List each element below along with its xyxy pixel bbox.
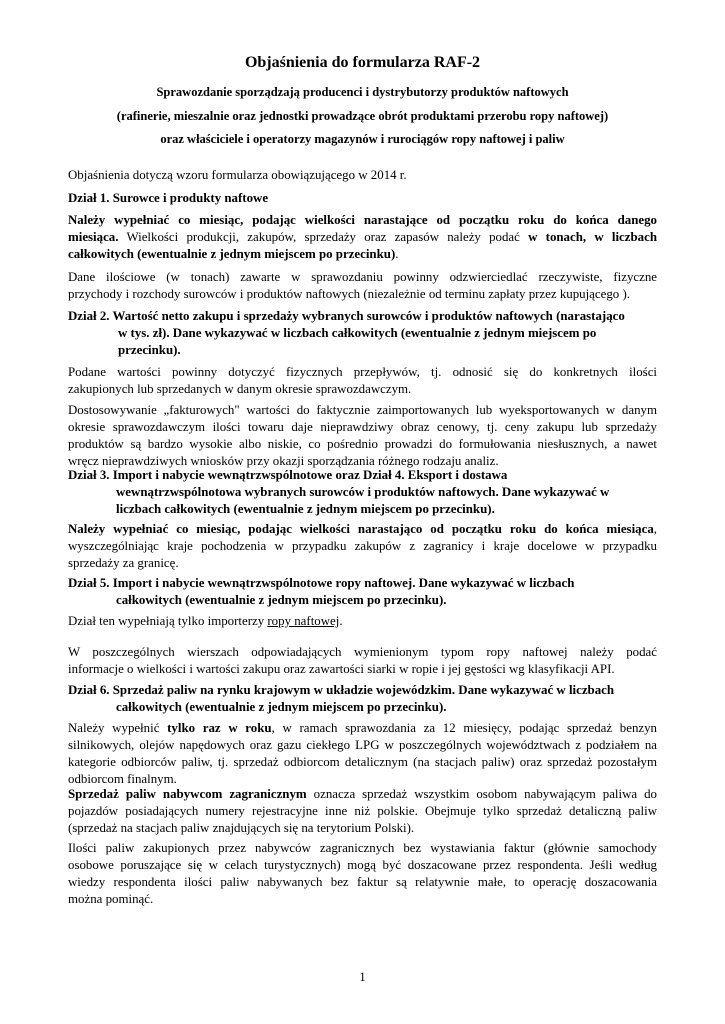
section-5-paragraph-1 bbox=[68, 613, 657, 630]
subtitle-line-2: (rafinerie, mieszalnie oraz jednostki prowadzące obrót produktami przerobu ropy naftowej) bbox=[116, 109, 609, 123]
section-2-heading-line-1: Dział 2. Wartość netto zakupu i sprzedaży wybranych surowców i produktów naftowych (narastająco bbox=[68, 309, 625, 323]
section-6-p3-line-3: wiedzy respondenta ilości paliw nabywanych bez faktur są relatywnie małe, to operację doszacowania bbox=[68, 875, 657, 889]
section-1-p1-bold-b: miesiąca. bbox=[68, 230, 119, 244]
section-6-p1-line-4: odbiorcom finalnym. bbox=[68, 772, 177, 786]
section-6-p3-line-2: osobowe poruszające się w celach turystycznych) mogą być doszacowane przez respondenta. Jeśli według bbox=[68, 858, 657, 872]
section-3-4-p1-line-2: wyszczególniając kraje pochodzenia w przypadku zakupów z zagranicy i kraje docelowe w przypadku bbox=[68, 539, 657, 553]
section-2-heading-line-3: przecinku). bbox=[118, 343, 181, 357]
section-2-p2-line-3: produktów są bardzo wysokie albo niskie, co pośrednio prowadzi do formułowania niesłusznych, a nawet bbox=[68, 437, 657, 451]
section-6-heading-line-2: całkowitych (ewentualnie z jednym miejscem po przecinku). bbox=[116, 700, 447, 714]
intro-text: Objaśnienia dotyczą wzoru formularza obowiązującego w 2014 r. bbox=[68, 168, 407, 182]
section-5-p2-line-2: informacje o wielkości i wartości zakupu oraz zawartości siarki w ropie i jej gęstości wg klasyfikacji API. bbox=[68, 662, 615, 676]
section-6-p1-line-2: silnikowych, olejów napędowych oraz gazu ciekłego LPG w poszczególnych województwach z podziałem na bbox=[68, 738, 657, 752]
page-number: 1 bbox=[359, 970, 366, 984]
section-6-p2-line-3: (sprzedaż na stacjach paliw znajdujących się na terytorium Polski). bbox=[68, 821, 415, 835]
section-3-4-heading-line-3: liczbach całkowitych (ewentualnie z jednym miejscem po przecinku). bbox=[116, 502, 495, 516]
section-6-paragraph-1 bbox=[68, 720, 657, 788]
section-5-p2-line-1: W poszczególnych wierszach odpowiadających wymienionym typom ropy naftowej należy podać bbox=[68, 645, 657, 659]
section-1-heading: Dział 1. Surowce i produkty naftowe bbox=[68, 191, 269, 205]
section-6-p3-line-4: można pominąć. bbox=[68, 892, 154, 906]
section-2-paragraph-2 bbox=[68, 402, 657, 470]
section-6-p1-bold-a: tylko raz w roku bbox=[167, 721, 272, 735]
section-1-p1-end: . bbox=[395, 247, 399, 261]
section-2-p1-line-1: Podane wartości powinny dotyczyć fizycznych przepływów, tj. odnosić się do konkretnych ilości bbox=[68, 365, 657, 379]
section-6-heading bbox=[68, 682, 657, 716]
section-3-4-heading bbox=[68, 467, 657, 518]
section-2-heading-line-2: w tys. zł). Dane wykazywać w liczbach całkowitych (ewentualnie z jednym miejscem po bbox=[118, 326, 597, 340]
section-1-p2-line-2: przychody i rozchody surowców i produktów naftowych (niezależnie od terminu zapłaty przez kupującego ). bbox=[68, 287, 630, 301]
section-3-4-heading-line-1: Dział 3. Import i nabycie wewnątrzwspólnotowe oraz Dział 4. Eksport i dostawa bbox=[68, 468, 508, 482]
section-2-p2-line-2: okresie sprawozdawczym ilości towaru daje nieprawdziwy obraz cenowy, tj. ceny zakupu lub sprzedaży bbox=[68, 420, 657, 434]
subtitle-line-3: oraz właściciele i operatorzy magazynów i rurociągów ropy naftowej i paliw bbox=[160, 132, 565, 146]
section-3-4-paragraph-1 bbox=[68, 521, 657, 572]
section-1-paragraph-2 bbox=[68, 269, 657, 303]
section-6-p2-text-a: oznacza sprzedaż wszystkim osobom nabywającym paliwa do bbox=[306, 787, 657, 801]
section-2-p1-line-2: zakupionych lub sprzedanych w danym okresie sprawozdawczym. bbox=[68, 382, 412, 396]
section-6-paragraph-3 bbox=[68, 840, 657, 908]
section-2-p2-line-1: Dostosowywanie „fakturowych" wartości do faktycznie zaimportowanych lub wyeksportowanych w danym bbox=[68, 403, 657, 417]
section-2-heading bbox=[68, 308, 657, 359]
section-6-p2-bold-a: Sprzedaż paliw nabywcom zagranicznym bbox=[68, 787, 307, 801]
section-1-p2-line-1: Dane ilościowe (w tonach) zawarte w sprawozdaniu powinny odzwierciedlać rzeczywiste, fizyczne bbox=[68, 270, 657, 284]
section-6-heading-line-1: Dział 6. Sprzedaż paliw na rynku krajowym w układzie wojewódzkim. Dane wykazywać w liczbach bbox=[68, 683, 615, 697]
section-6-paragraph-2 bbox=[68, 786, 657, 837]
section-3-4-heading-line-2: wewnątrzwspólnotowa wybranych surowców i produktów naftowych. Dane wykazywać w bbox=[116, 485, 610, 499]
section-2-paragraph-1 bbox=[68, 364, 657, 398]
section-5-p1-underline: ropy naftowej bbox=[267, 614, 340, 628]
section-1-paragraph-1 bbox=[68, 212, 657, 263]
section-1-p1-bold-c: w tonach, w liczbach bbox=[528, 230, 657, 244]
section-5-paragraph-2 bbox=[68, 644, 657, 678]
section-1-p1-bold-a: Należy wypełniać co miesiąc, podając wielkości narastające od początku roku do końca danego bbox=[68, 213, 657, 227]
section-6-p1-text-b: , w ramach sprawozdania za 12 miesięcy, podając sprzedaż benzyn bbox=[271, 721, 658, 735]
subtitle-line-1: Sprawozdanie sporządzają producenci i dystrybutorzy produktów naftowych bbox=[156, 85, 569, 99]
section-3-4-p1-text-a: , bbox=[653, 522, 657, 536]
section-1-p1-text-a: Wielkości produkcji, zakupów, sprzedaży oraz zapasów należy podać bbox=[118, 230, 529, 244]
section-5-heading-line-1: Dział 5. Import i nabycie wewnątrzwspólnotowe ropy naftowej. Dane wykazywać w liczbach bbox=[68, 576, 575, 590]
section-6-p2-line-2: pojazdów posiadających numery rejestracyjne inne niż polskie. Obejmuje tylko sprzedaż detaliczną paliw bbox=[68, 804, 657, 818]
section-6-p1-text-a: Należy wypełnić bbox=[68, 721, 168, 735]
section-5-p1-end: . bbox=[339, 614, 343, 628]
section-2-p2-line-4: wręcz nieprawdziwych wniosków przy okazji sporządzania różnego rodzaju analiz. bbox=[68, 454, 499, 468]
section-6-p1-line-3: kategorie odbiorców paliw, tj. sprzedaż odbiorcom detalicznym (na stacjach paliw) oraz sprzedaż pozostałym bbox=[68, 755, 657, 769]
section-3-4-p1-line-3: sprzedaży za granicę. bbox=[68, 556, 179, 570]
section-5-p1-text: Dział ten wypełniają tylko importerzy bbox=[68, 614, 268, 628]
section-5-heading-line-2: całkowitych (ewentualnie z jednym miejscem po przecinku). bbox=[116, 593, 447, 607]
section-6-p3-line-1: Ilości paliw zakupionych przez nabywców zagranicznych bez wystawiania faktur (głównie samochody bbox=[68, 841, 657, 855]
section-3-4-p1-bold-a: Należy wypełniać co miesiąc, podając wielkości narastająco od początku roku do końca miesiąca bbox=[68, 522, 654, 536]
page-title: Objaśnienia do formularza RAF-2 bbox=[244, 54, 481, 71]
section-1-p1-bold-d: całkowitych (ewentualnie z jednym miejscem po przecinku) bbox=[68, 247, 396, 261]
section-5-heading bbox=[68, 575, 657, 609]
